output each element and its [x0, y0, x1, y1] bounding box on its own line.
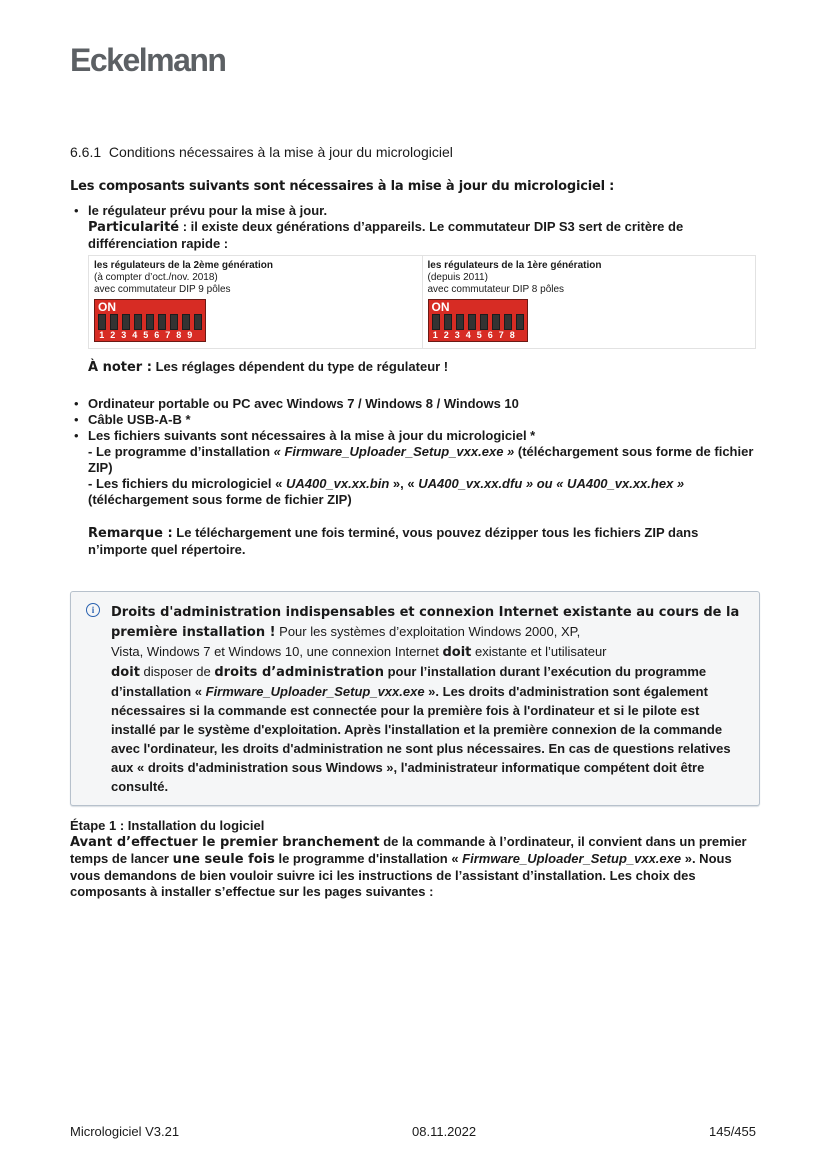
files-intro: Les fichiers suivants sont nécessaires à la mise à jour du micrologiciel *: [88, 428, 536, 443]
setup-filename: « Firmware_Uploader_Setup_vxx.exe »: [273, 444, 515, 459]
intro-heading: Les composants suivants sont nécessaires à la mise à jour du micrologiciel :: [70, 179, 615, 194]
gen1-title: les régulateurs de la 1ère génération: [427, 260, 602, 271]
page-content: [70, 144, 760, 900]
note-text: Les réglages dépendent du type de régulateur !: [151, 359, 449, 374]
requirements-list: [70, 203, 760, 252]
setup-pre: - Le programme d’installation: [88, 444, 274, 459]
dip-numbers: 1 2 3 4 5 6 7 8: [432, 330, 515, 340]
list-item-regulator: [70, 203, 760, 252]
section-number: 6.6.1: [70, 144, 102, 160]
generation-1-cell: [422, 256, 756, 349]
section-title: [70, 144, 760, 160]
gen2-dip: avec commutateur DIP 9 pôles: [94, 284, 231, 295]
note: [88, 359, 760, 376]
info-box: [70, 591, 760, 806]
dip-switches: [98, 314, 202, 330]
step-1: Étape 1 : Installation du logiciel Avant d’effectuer le premier branchement de la commande à l’ordinateur, il convient dans un premier temps de lancer une seule fois le programme d'installation « Firmware_Uploader_Setup_vxx.exe ». Nous vous demandons de bien vouloir suivre ici les instructions de l’assistant d’installation. Les choix des composants à installer s’effectue sur les pages suivantes :: [70, 818, 760, 900]
page-footer: [70, 1124, 756, 1139]
section-title-text: Conditions nécessaires à la mise à jour du micrologiciel: [108, 144, 453, 160]
dip-switch-8-pole: [428, 299, 528, 342]
fw-dfu-hex: UA400_vx.xx.dfu » ou « UA400_vx.xx.hex »: [418, 476, 685, 491]
step-1-title: Étape 1 : Installation du logiciel: [70, 818, 265, 833]
generation-2-cell: [89, 256, 423, 349]
gen2-title: les régulateurs de la 2ème génération: [94, 260, 273, 271]
regulator-text: le régulateur prévu pour la mise à jour.: [88, 203, 328, 218]
dip-switches: [432, 314, 524, 330]
eckelmann-logo: Eckelmann: [70, 42, 226, 78]
cable-text: Câble USB-A-B *: [88, 412, 191, 427]
particularite-label: Particularité: [88, 220, 180, 235]
dip-switch-9-pole: [94, 299, 206, 342]
generations-table: [88, 255, 756, 349]
info-icon: i: [86, 603, 100, 617]
fw-mid: », «: [389, 476, 419, 491]
fw-post: (téléchargement sous forme de fichier ZIP): [88, 492, 352, 507]
remark: [88, 525, 760, 558]
gen1-date: (depuis 2011): [427, 272, 488, 283]
remark-text: Le téléchargement une fois terminé, vous pouvez dézipper tous les fichiers ZIP dans n’importe quel répertoire.: [88, 525, 699, 557]
particularite-text: : il existe deux générations d’appareils. Le commutateur DIP S3 sert de critère de différenciation rapide :: [88, 219, 684, 251]
info-text: Droits d'administration indispensables et connexion Internet existante au cours de la première installation ! Pour les systèmes d’exploitation Windows 2000, XP, Vista, Windows 7 et Windows 10, une connexion Internet doit existante et l’utilisateur doit disposer de droits d’administration pour l’installation durant l’exécution du programme d’installation « Firmware_Uploader_Setup_vxx.exe ». Les droits d'administration sont également nécessaires si la commande est connectée pour la première fois à l'ordinateur et si le pilote est installé par le système d'exploitation. Après l'installation et la première connexion de la commande avec l'ordinateur, les droits d'administration ne sont plus nécessaires. En cas de questions relatives aux « droits d'administration sous Windows », l'administrateur informatique compétent doit être consulté.: [111, 605, 740, 794]
gen2-date: (à compter d’oct./nov. 2018): [94, 272, 218, 283]
dip-numbers: 1 2 3 4 5 6 7 8 9: [99, 330, 193, 340]
requirements-list-2: [70, 396, 760, 508]
note-label: À noter :: [88, 360, 152, 375]
bullet: •: [74, 203, 79, 218]
dip-on-label: ON: [431, 300, 450, 314]
list-item-computer: • Ordinateur portable ou PC avec Windows 7 / Windows 8 / Windows 10: [74, 396, 519, 411]
setup-post: (téléchargement sous forme de fichier ZIP): [88, 444, 754, 475]
footer-version: Micrologiciel V3.21: [70, 1124, 180, 1139]
fw-pre: - Les fichiers du micrologiciel «: [88, 476, 286, 491]
list-item-files: • Les fichiers suivants sont nécessaires à la mise à jour du micrologiciel * - Le programme d’installation « Firmware_Uploader_Setup_vxx.exe » (téléchargement sous forme de fichier ZIP) - Les fichiers du micrologiciel « UA400_vx.xx.bin », « UA400_vx.xx.dfu » ou « UA400_vx.xx.hex » (téléchargement sous forme de fichier ZIP): [74, 428, 754, 507]
footer-page-number: 145/455: [709, 1124, 756, 1139]
info-title: Droits d'administration indispensables et connexion Internet existante au cours de la première installation !: [111, 605, 740, 640]
computer-text: Ordinateur portable ou PC avec Windows 7 / Windows 8 / Windows 10: [88, 396, 519, 411]
list-item-cable: • Câble USB-A-B *: [74, 412, 191, 427]
gen1-dip: avec commutateur DIP 8 pôles: [427, 284, 565, 295]
footer-date: 08.11.2022: [412, 1124, 477, 1139]
remark-label: Remarque :: [88, 526, 173, 541]
dip-on-label: ON: [98, 300, 116, 314]
fw-bin: UA400_vx.xx.bin: [285, 476, 390, 491]
